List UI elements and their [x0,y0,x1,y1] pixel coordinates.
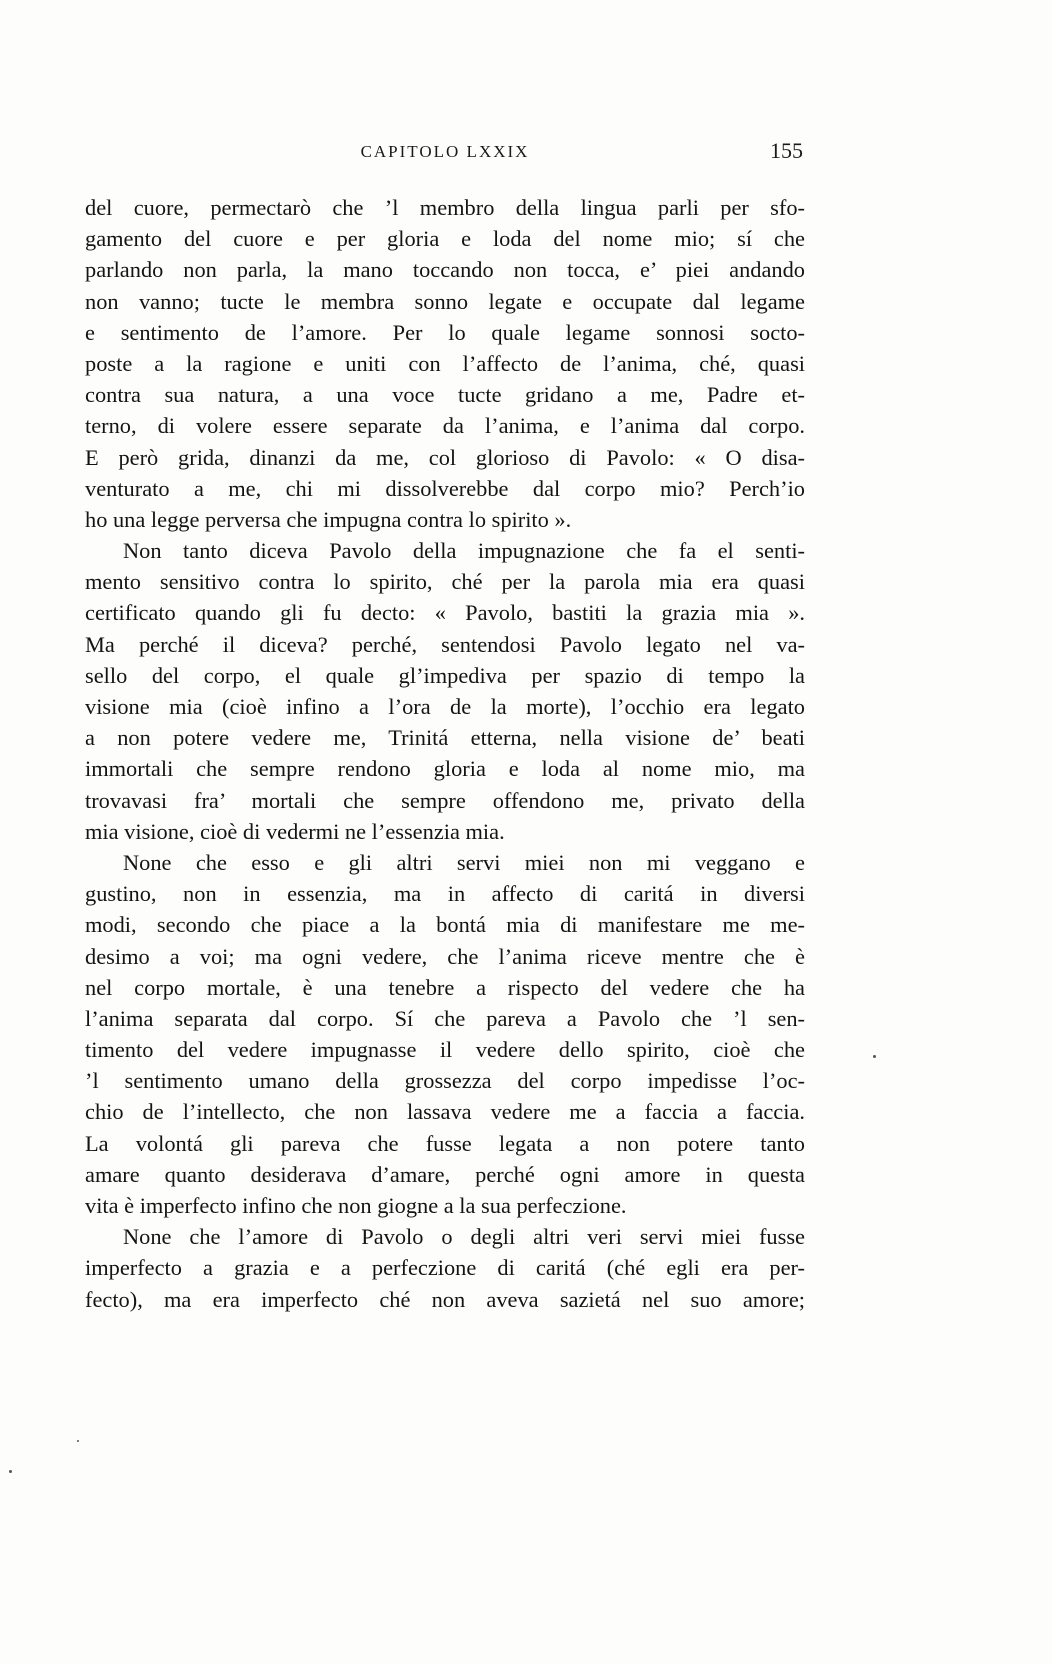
running-head [85,136,805,168]
text-line: immortali che sempre rendono gloria e loda al nome mio, ma [85,756,805,782]
text-line: a non potere vedere me, Trinitá etterna, nella visione de’ beati [85,725,805,751]
text-line: contra sua natura, a una voce tucte gridano a me, Padre et- [85,382,805,408]
text-line: None che esso e gli altri servi miei non mi veggano e [123,849,805,875]
text-line: E però grida, dinanzi da me, col glorioso di Pavolo: « O disa- [85,444,805,470]
text-line: vita è imperfecto infino che non giogne a la sua perfeczione. [85,1193,627,1218]
text-line: visione mia (cioè infino a l’ora de la morte), l’occhio era legato [85,694,805,719]
text-line: mento sensitivo contra lo spirito, ché per la parola mia era quasi [85,569,805,595]
text-line: timento del vedere impugnasse il vedere dello spirito, cioè che [85,1037,805,1063]
body-text [85,192,805,1315]
text-line: l’anima separata dal corpo. Sí che pareva a Pavolo che ’l sen- [85,1005,805,1031]
text-line: ’l sentimento umano della grossezza del corpo impedisse l’oc- [85,1068,805,1094]
text-line: desimo a voi; ma ogni vedere, che l’anima riceve mentre che è [85,943,805,969]
text-line: Ma perché il diceva? perché, sentendosi Pavolo legato nel va- [85,631,805,657]
text-line: chio de l’intellecto, che non lassava vedere me a faccia a faccia. [85,1099,805,1125]
text-line: parlando non parla, la mano toccando non tocca, e’ piei andando [85,257,805,283]
text-line: imperfecto a grazia e a perfeczione di caritá (ché egli era per- [85,1255,805,1281]
text-line: certificato quando gli fu decto: « Pavolo, bastiti la grazia mia ». [85,600,805,626]
text-line: trovavasi fra’ mortali che sempre offendono me, privato della [85,787,805,813]
text-line: poste a la ragione e uniti con l’affecto de l’anima, ché, quasi [85,350,805,376]
text-line: e sentimento de l’amore. Per lo quale legame sonnosi socto- [85,319,805,345]
text-line: Non tanto diceva Pavolo della impugnazione che fa el senti- [123,538,805,564]
text-line: La volontá gli pareva che fusse legata a non potere tanto [85,1130,805,1156]
text-line: modi, secondo che piace a la bontá mia di manifestare me me- [85,912,805,938]
paper-speck [9,1470,12,1473]
text-line: amare quanto desiderava d’amare, perché ogni amore in questa [85,1161,805,1187]
text-line: mia visione, cioè di vedermi ne l’essenzia mia. [85,818,505,844]
text-line: None che l’amore di Pavolo o degli altri veri servi miei fusse [123,1224,805,1250]
text-line: sello del corpo, el quale gl’impediva per spazio di tempo la [85,662,805,688]
text-line: del cuore, permectarò che ’l membro della lingua parli per sfo- [85,195,805,220]
text-line: non vanno; tucte le membra sonno legate e occupate dal legame [85,288,805,314]
chapter-title: CAPITOLO LXXIX [360,142,530,161]
text-line: ho una legge perversa che impugna contra lo spirito ». [85,506,572,532]
text-line: gustino, non in essenzia, ma in affecto di caritá in diversi [85,881,805,907]
paper-speck [873,1055,876,1058]
text-line: gamento del cuore e per gloria e loda del nome mio; sí che [85,226,805,252]
text-line: terno, di volere essere separate da l’anima, e l’anima dal corpo. [85,413,805,439]
text-line: venturato a me, chi mi dissolverebbe dal corpo mio? Perch’io [85,475,805,501]
text-line: fecto), ma era imperfecto ché non aveva sazietá nel suo amore; [85,1286,805,1312]
page-number: 155 [770,138,803,163]
paper-speck [77,1440,79,1442]
text-line: nel corpo mortale, è una tenebre a rispecto del vedere che ha [85,974,805,1000]
